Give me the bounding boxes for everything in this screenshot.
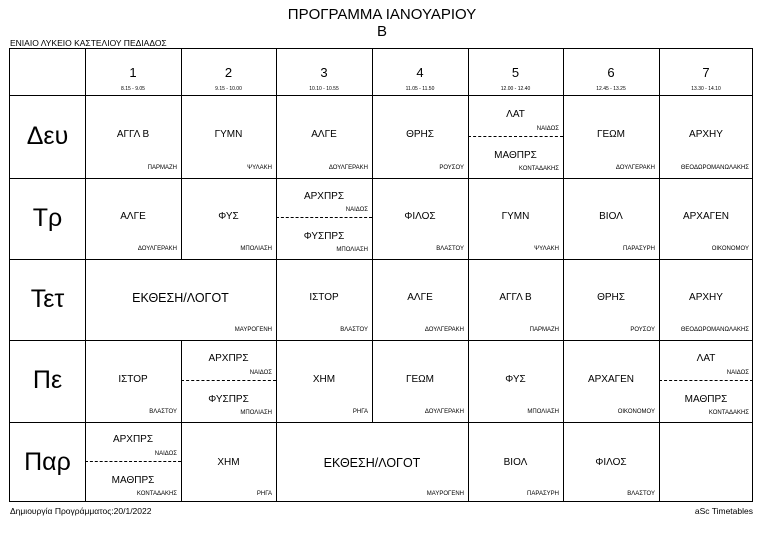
lesson-cell (468, 178, 563, 259)
teacher-label: ΔΟΥΛΓΕΡΑΚΗ (137, 246, 177, 252)
lesson-cell (468, 259, 563, 340)
period-number: 4 (416, 65, 424, 80)
split-divider (85, 461, 181, 462)
teacher-label: ΜΑΥΡΟΓΕΝΗ (426, 491, 464, 497)
row-divider (10, 340, 752, 341)
teacher-label: ΔΟΥΛΓΕΡΑΚΗ (328, 165, 368, 171)
period-time: 13.30 - 14.10 (691, 86, 721, 92)
subject-label: ΛΑΤ (696, 353, 716, 364)
teacher-label: ΠΑΡΑΣΥΡΗ (527, 491, 559, 497)
teacher-label: ΝΑΙΔΟΣ (726, 370, 749, 376)
teacher-label: ΘΕΟΔΩΡΟΜΑΝΩΛΑΚΗΣ (680, 165, 749, 171)
teacher-label: ΝΑΙΔΟΣ (345, 207, 368, 213)
row-divider (10, 95, 752, 96)
teacher-label: ΔΟΥΛΓΕΡΑΚΗ (615, 165, 655, 171)
day-label-text: Παρ (24, 448, 71, 476)
column-divider (276, 49, 277, 501)
lesson-cell (372, 96, 468, 178)
lesson-cell (659, 259, 753, 340)
period-number: 5 (511, 65, 520, 80)
period-header-2 (181, 49, 276, 96)
lesson-cell (563, 259, 659, 340)
split-divider (276, 217, 372, 218)
column-divider (563, 49, 564, 501)
lesson-cell (659, 96, 753, 178)
column-divider (85, 49, 86, 501)
lesson-cell (372, 178, 468, 259)
row-divider (10, 422, 752, 423)
subject-label: ΓΥΜΝ (214, 129, 243, 140)
period-header-7 (659, 49, 753, 96)
teacher-label: ΠΑΡΜΑΖΗ (147, 165, 177, 171)
day-label-fri (10, 422, 85, 502)
teacher-label: ΒΛΑΣΤΟΥ (149, 409, 177, 415)
day-label-text: Δευ (26, 122, 69, 150)
teacher-label: ΟΙΚΟΝΟΜΟΥ (711, 246, 749, 252)
day-label-text: Τρ (32, 204, 63, 232)
subject-label: ΑΛΓΕ (120, 211, 146, 222)
created-date: Δημιουργία Προγράμματος:20/1/2022 (10, 506, 152, 516)
column-divider (181, 340, 182, 501)
subject-label: ΜΑΘΠΡΣ (494, 150, 537, 161)
subject-label: ΑΛΓΕ (407, 292, 433, 303)
teacher-label: ΝΑΙΔΟΣ (536, 126, 559, 132)
period-number: 6 (607, 65, 615, 80)
school-name: ΕΝΙΑΙΟ ΛΥΚΕΙΟ ΚΑΣΤΕΛΙΟΥ ΠΕΔΙΑΔΟΣ (10, 38, 167, 48)
period-header-1 (85, 49, 181, 96)
class-name: Β (376, 23, 387, 40)
subject-label: ΘΡΗΣ (406, 129, 434, 140)
period-time: 12.00 - 12.40 (500, 86, 531, 92)
period-time: 8.15 - 9.05 (121, 86, 145, 92)
period-number: 7 (702, 65, 710, 80)
lesson-cell (85, 340, 181, 422)
subject-label: ΦΥΣΠΡΣ (208, 394, 249, 405)
teacher-label: ΡΟΥΣΟΥ (630, 327, 655, 333)
column-divider (372, 49, 373, 422)
period-header-3 (276, 49, 372, 96)
split-lesson-cell (659, 340, 753, 422)
subject-label: ΑΡΧΗΥ (689, 292, 723, 303)
teacher-label: ΨΥΛΑΚΗ (247, 165, 272, 171)
period-time: 10.10 - 10.55 (309, 86, 339, 92)
lesson-cell (181, 96, 276, 178)
period-time: 9.15 - 10.00 (215, 86, 242, 92)
subject-label: ΧΗΜ (217, 457, 240, 468)
lesson-cell (372, 340, 468, 422)
period-header-4 (372, 49, 468, 96)
teacher-label: ΘΕΟΔΩΡΟΜΑΝΩΛΑΚΗΣ (680, 327, 749, 333)
split-lesson-cell (468, 96, 563, 178)
teacher-label: ΟΙΚΟΝΟΜΟΥ (617, 409, 655, 415)
subject-label: ΑΓΓΛ Β (499, 292, 532, 303)
subject-label: ΦΥΣ (218, 211, 239, 222)
subject-label: ΓΕΩΜ (406, 374, 434, 385)
split-lesson-cell (276, 178, 372, 259)
subject-label: ΕΚΘΕΣΗ/ΛΟΓΟΤ (132, 291, 229, 305)
empty-cell (659, 422, 753, 502)
subject-label: ΜΑΘΠΡΣ (111, 475, 155, 486)
split-divider (181, 380, 276, 381)
teacher-label: ΜΠΟΛΙΑΣΗ (336, 247, 368, 253)
column-divider (659, 49, 660, 501)
period-header-5 (468, 49, 563, 96)
subject-label: ΛΑΤ (506, 109, 525, 120)
double-lesson-cell (85, 259, 276, 340)
subject-label: ΦΥΣΠΡΣ (303, 231, 345, 242)
teacher-label: ΝΑΙΔΟΣ (154, 451, 177, 457)
teacher-label: ΜΑΥΡΟΓΕΝΗ (234, 327, 272, 333)
subject-label: ΓΥΜΝ (501, 211, 530, 222)
teacher-label: ΡΗΓΑ (256, 491, 272, 497)
teacher-label: ΝΑΙΔΟΣ (249, 370, 272, 376)
lesson-cell (563, 340, 659, 422)
lesson-cell (468, 340, 563, 422)
subject-label: ΑΛΓΕ (311, 129, 337, 140)
lesson-cell (181, 178, 276, 259)
teacher-label: ΒΛΑΣΤΟΥ (436, 246, 464, 252)
lesson-cell (181, 422, 276, 502)
teacher-label: ΔΟΥΛΓΕΡΑΚΗ (424, 409, 464, 415)
subject-label: ΘΡΗΣ (597, 292, 625, 303)
subject-label: ΑΓΓΛ Β (116, 129, 150, 140)
teacher-label: ΚΟΝΤΑΔΑΚΗΣ (136, 491, 177, 497)
period-number: 3 (320, 65, 328, 80)
teacher-label: ΜΠΟΛΙΑΣΗ (240, 410, 272, 416)
timetable-grid (9, 48, 753, 502)
split-lesson-cell (85, 422, 181, 502)
period-time: 12.45 - 13.25 (596, 86, 626, 92)
subject-label: ΑΡΧΑΓΕΝ (682, 211, 730, 222)
subject-label: ΑΡΧΠΡΣ (208, 353, 249, 364)
column-divider (181, 49, 182, 259)
subject-label: ΑΡΧΠΡΣ (303, 191, 345, 202)
teacher-label: ΡΗΓΑ (352, 409, 368, 415)
subject-label: ΦΙΛΟΣ (595, 457, 627, 468)
teacher-label: ΠΑΡΜΑΖΗ (529, 327, 559, 333)
teacher-label: ΠΑΡΑΣΥΡΗ (623, 246, 655, 252)
subject-label: ΑΡΧΠΡΣ (112, 434, 154, 445)
teacher-label: ΨΥΛΑΚΗ (534, 246, 559, 252)
row-divider (10, 259, 752, 260)
lesson-cell (276, 259, 372, 340)
period-time: 11.05 - 11.50 (405, 86, 435, 92)
subject-label: ΓΕΩΜ (597, 129, 625, 140)
teacher-label: ΜΠΟΛΙΑΣΗ (527, 409, 559, 415)
split-divider (468, 136, 563, 137)
subject-label: ΕΚΘΕΣΗ/ΛΟΓΟΤ (323, 456, 421, 470)
teacher-label: ΜΠΟΛΙΑΣΗ (240, 246, 272, 252)
lesson-cell (276, 340, 372, 422)
day-label-wed (10, 259, 85, 340)
lesson-cell (85, 96, 181, 178)
period-header-6 (563, 49, 659, 96)
subject-label: ΧΗΜ (312, 374, 336, 385)
lesson-cell (563, 422, 659, 502)
period-number: 2 (224, 65, 233, 80)
day-label-text: Τετ (30, 285, 65, 313)
double-lesson-cell (276, 422, 468, 502)
lesson-cell (372, 259, 468, 340)
teacher-label: ΒΛΑΣΤΟΥ (627, 491, 655, 497)
lesson-cell (563, 178, 659, 259)
teacher-label: ΚΟΝΤΑΔΑΚΗΣ (708, 410, 749, 416)
day-label-tue (10, 178, 85, 259)
lesson-cell (468, 422, 563, 502)
subject-label: ΜΑΘΠΡΣ (684, 394, 728, 405)
period-number: 1 (129, 65, 137, 80)
subject-label: ΒΙΟΛ (503, 457, 528, 468)
teacher-label: ΒΛΑΣΤΟΥ (340, 327, 368, 333)
subject-label: ΙΣΤΟΡ (309, 292, 339, 303)
page-title: ΠΡΟΓΡΑΜΜΑ ΙΑΝΟΥΑΡΙΟΥ (287, 6, 477, 23)
column-divider (468, 49, 469, 501)
software-credit: aSc Timetables (694, 506, 753, 516)
split-lesson-cell (181, 340, 276, 422)
subject-label: ΙΣΤΟΡ (118, 374, 148, 385)
subject-label: ΒΙΟΛ (599, 211, 623, 222)
subject-label: ΑΡΧΗΥ (689, 129, 723, 140)
day-label-thu (10, 340, 85, 422)
row-divider (10, 178, 752, 179)
subject-label: ΦΥΣ (505, 374, 526, 385)
day-label-mon (10, 96, 85, 178)
subject-label: ΦΙΛΟΣ (404, 211, 436, 222)
lesson-cell (276, 96, 372, 178)
teacher-label: ΔΟΥΛΓΕΡΑΚΗ (424, 327, 464, 333)
subject-label: ΑΡΧΑΓΕΝ (587, 374, 635, 385)
teacher-label: ΡΟΥΣΟΥ (439, 165, 464, 171)
lesson-cell (85, 178, 181, 259)
teacher-label: ΚΟΝΤΑΔΑΚΗΣ (518, 166, 559, 172)
lesson-cell (563, 96, 659, 178)
split-divider (659, 380, 753, 381)
lesson-cell (659, 178, 753, 259)
day-label-text: Πε (32, 366, 63, 394)
